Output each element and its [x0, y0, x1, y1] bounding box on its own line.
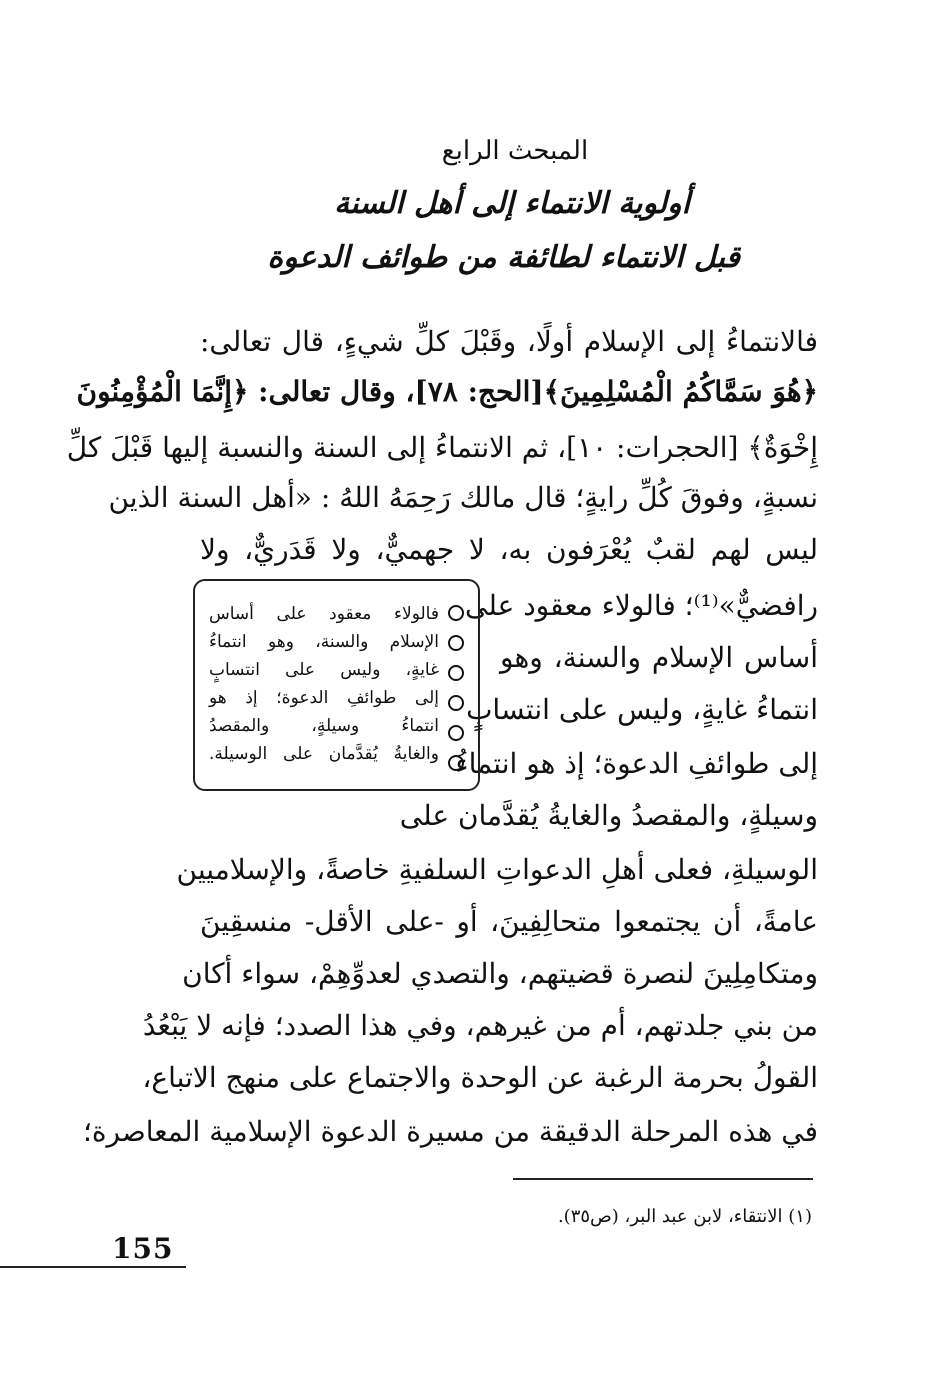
box-line-6: والغايةُ يُقدَّمان على الوسيلة. [209, 744, 439, 764]
page-number: 155 [112, 1232, 174, 1265]
body-line-10: القولُ بحرمة الرغبة عن الوحدة والاجتماع على منهج الاتباع، [142, 1061, 818, 1094]
footnote: (١) الانتقاء، لابن عبد البر، (ص٣٥). [557, 1206, 812, 1227]
decorative-bullets [448, 605, 464, 785]
title-line-2: قبل الانتماء لطائفة من طوائف الدعوة [267, 240, 740, 275]
body-line-4: نسبةٍ، وفوقَ كُلِّ رايةٍ؛ قال مالك رَحِمَهُ اللهُ : «أهل السنة الذين [108, 481, 818, 514]
pull-quote-box [193, 579, 480, 791]
bullet-icon [448, 665, 464, 681]
body-line-9: من بني جلدتهم، أم من غيرهم، وفي هذا الصدد؛ فإنه لا يَبْعُدُ [142, 1009, 818, 1042]
body-line-3: إِخْوَةٌ﴾ [الحجرات: ١٠]، ثم الانتماءُ إلى السنة والنسبة إليها قَبْلَ كلِّ [66, 431, 818, 464]
wrapped-line-1: رافضيٌّ»⁽¹⁾؛ فالولاء معقود على [465, 589, 818, 622]
section-label: المبحث الرابع [441, 136, 589, 166]
bullet-icon [448, 635, 464, 651]
body-line-1: فالانتماءُ إلى الإسلام أولًا، وقَبْلَ كلِّ شيءٍ، قال تعالى: [200, 325, 818, 358]
bullet-icon [448, 725, 464, 741]
body-line-6: الوسيلةِ، فعلى أهلِ الدعواتِ السلفيةِ خاصةً، والإسلاميين [176, 853, 818, 886]
body-line-11: في هذه المرحلة الدقيقة من مسيرة الدعوة الإسلامية المعاصرة؛ [82, 1115, 818, 1148]
box-line-2: الإسلام والسنة، وهو انتماءُ [209, 632, 439, 652]
box-line-3: غايةٍ، وليس على انتسابٍ [209, 660, 439, 680]
footnote-divider [513, 1178, 813, 1180]
body-line-5: ليس لهم لقبٌ يُعْرَفون به، لا جهميٌّ، ولا قَدَريٌّ، ولا [200, 533, 818, 566]
bullet-icon [448, 605, 464, 621]
bullet-icon [448, 695, 464, 711]
wrapped-line-5: وسيلةٍ، والمقصدُ والغايةُ يُقدَّمان على [399, 799, 818, 832]
wrapped-line-4: إلى طوائفِ الدعوة؛ إذ هو انتماءُ [455, 747, 818, 780]
body-line-7: عامةً، أن يجتمعوا متحالِفِينَ، أو -على الأقل- منسقِينَ [200, 905, 818, 938]
page-number-rule [0, 1266, 186, 1268]
title-line-1: أولوية الانتماء إلى أهل السنة [334, 186, 690, 221]
box-line-1: فالولاء معقود على أساس [209, 604, 439, 624]
wrapped-line-2: أساس الإسلام والسنة، وهو [500, 641, 818, 674]
box-line-4: إلى طوائفِ الدعوة؛ إذ هو [209, 688, 439, 708]
bullet-icon [448, 755, 464, 771]
body-line-2: ﴿هُوَ سَمَّاكُمُ الْمُسْلِمِينَ﴾[الحج: ٧٨]، وقال تعالى: ﴿إِنَّمَا الْمُؤْمِنُونَ [76, 375, 818, 408]
wrapped-line-3: انتماءُ غايةٍ، وليس على انتسابٍ [466, 693, 818, 726]
body-line-8: ومتكامِلِينَ لنصرة قضيتهم، والتصدي لعدوِّهِمْ، سواء أكان [182, 957, 818, 990]
box-line-5: انتماءُ وسيلةٍ، والمقصدُ [209, 716, 439, 736]
